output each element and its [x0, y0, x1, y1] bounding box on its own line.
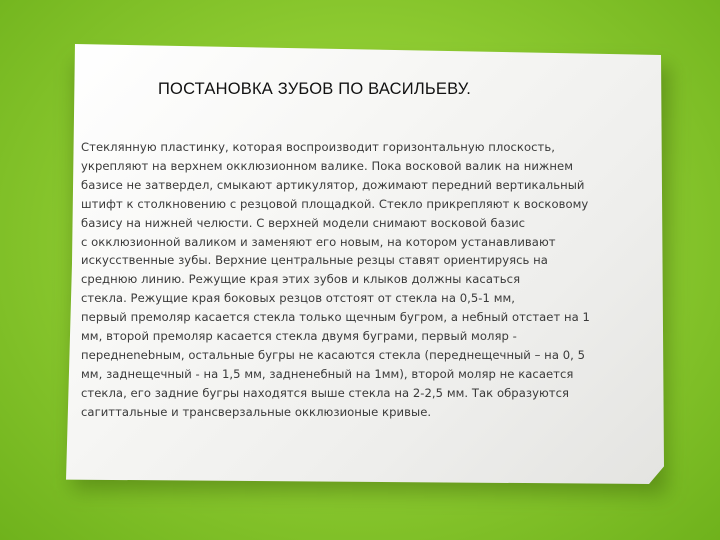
body-line: мм, второй премоляр касается стекла двумя буграми, первый моляр - [81, 329, 517, 344]
body-line: с окклюзионной валиком и заменяют его новым, на котором устанавливают [81, 234, 556, 249]
body-line: переднenebным, остальные бугры не касаются стекла (переднещечный – на 0, 5 [81, 347, 586, 362]
body-line: укрепляют на верхнем окклюзионном валике. Пока восковой валик на нижнем [81, 158, 574, 173]
body-line: среднюю линию. Режущие края этих зубов и клыков должны касаться [81, 272, 521, 287]
body-line: базисе не затвердел, смыкают артикулятор, дожимают передний вертикальный [81, 177, 585, 192]
body-line: искусственные зубы. Верхние центральные резцы ставят ориентируясь на [81, 253, 548, 268]
body-line: мм, заднещечный - на 1,5 мм, задненебный на 1мм), второй моляр не касается [81, 366, 574, 381]
slide-title: ПОСТАНОВКА ЗУБОВ ПО ВАСИЛЬЕВУ. [158, 80, 472, 98]
body-line: штифт к столкновению с резцовой площадкой. Стекло прикрепляют к восковому [81, 196, 589, 211]
body-line: первый премоляр касается стекла только щечным бугром, а небный отстает на 1 [81, 310, 590, 325]
body-line: Стеклянную пластинку, которая воспроизводит горизонтальную плоскость, [81, 140, 555, 154]
body-line: базису на нижней челюсти. С верхней модели снимают восковой базис [81, 215, 526, 230]
slide-body-text [81, 138, 651, 422]
body-line: стекла. Режущие края боковых резцов отстоят от стекла на 0,5-1 мм, [81, 291, 516, 306]
body-line: стекла, его задние бугры находятся выше стекла на 2-2,5 мм. Так образуются [81, 385, 570, 400]
body-line: сагиттальные и трансверзальные окклюзионые кривые. [81, 404, 432, 419]
